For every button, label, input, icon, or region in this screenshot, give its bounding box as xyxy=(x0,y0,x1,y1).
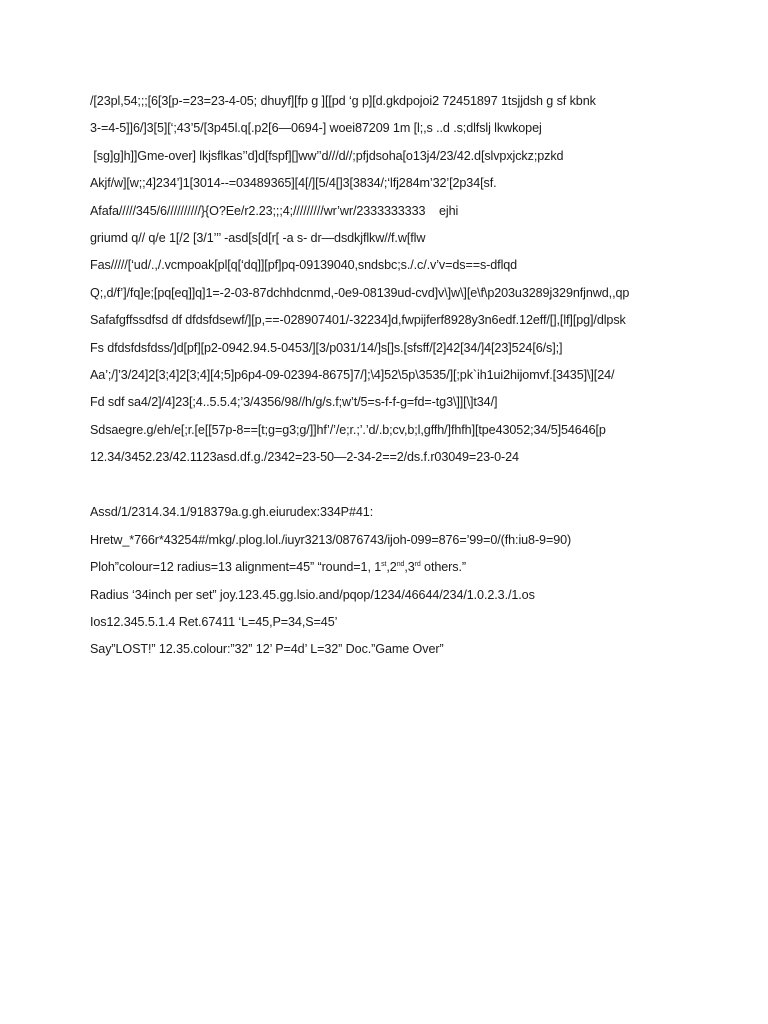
text-line: Radius ‘34inch per set” joy.123.45.gg.lsio.and/pqop/1234/46644/234/1.0.2.3./1.os xyxy=(90,587,535,602)
text-line: griumd q// q/e 1[/2 [3/1’’’ -asd[s[d[r[ -a s- dr—dsdkjflkw//f.w[flw xyxy=(90,230,426,245)
ordinal-superscript: rd xyxy=(414,561,421,569)
text-line: Fs dfdsfdsfdss/]d[pf][p2-0942.94.5-0453/][3/p031/14/]s[]s.[sfsff/[2]42[34/]4[23]524[6/s];] xyxy=(90,340,563,355)
text-line: Aa’;/]’3/24]2[3;4]2[3;4][4;5]p6p4-09-02394-8675]7/];\4]52\5p\3535/][;pk`ih1ui2hijomvf.[3435]\][24/ xyxy=(90,367,615,382)
text-line: Afafa/////345/6//////////}{O?Ee/r2.23;;;4;/////////wr’wr/2333333333 ejhi xyxy=(90,203,459,218)
text-run: Ploh”colour=12 radius=13 alignment=45” “round=1, 1 xyxy=(90,560,382,575)
text-line: Safafgffssdfsd df dfdsfdsewf/][p,==-028907401/-32234]d,fwpijferf8928y3n6edf.12eff/[],[lf][pg]/dlpsk xyxy=(90,313,626,328)
text-line: /[23pl,54;;;[6[3[p-=23=23-4-05; dhuyf][fp g ][[pd ‘g p][d.gkdpojoi2 72451897 1tsjjdsh g sf kbnk xyxy=(90,94,596,108)
text-line: Fas/////[‘ud/.,/.vcmpoak[pl[q[‘dq]][pf]pq-09139040,sndsbc;s./.c/.v’v=ds==s-dflqd xyxy=(90,258,518,273)
text-line: Hretw_*766r*43254#/mkg/.plog.lol./iuyr3213/0876743/ijoh-099=876=’99=0/(fh:iu8-9=90) xyxy=(90,532,572,547)
text-run: ,2 xyxy=(386,560,397,575)
text-line-with-superscripts xyxy=(90,554,750,581)
document-body xyxy=(90,88,750,664)
text-line: Ios12.345.5.1.4 Ret.67411 ‘L=45,P=34,S=45’ xyxy=(90,615,338,630)
text-line: Q;,d/f’]/fq]e;[pq[eq]]q]1=-2-03-87dchhdcnmd,-0e9-08139ud-cvd]v\]w\][e\f\p203u3289j329nfjnwd,,qp xyxy=(90,285,630,300)
text-line: Assd/1/2314.34.1/918379a.g.gh.eiurudex:334P#41: xyxy=(90,505,374,520)
text-line: 12.34/3452.23/42.1123asd.df.g./2342=23-50—2-34-2==2/ds.f.r03049=23-0-24 xyxy=(90,450,519,465)
paragraph-1 xyxy=(90,88,750,471)
text-line: Fd sdf sa4/2]/4]23[;4..5.5.4;’3/4356/98//h/g/s.f;w’t/5=s-f-f-g=fd=-tg3\]][\]t34/] xyxy=(90,395,498,410)
paragraph-2 xyxy=(90,499,750,663)
text-line: [sg]g]h]]Gme-over] lkjsflkas’’d]d[fspf][]ww’’d///d//;pfjdsoha[o13j4/23/42.d[slvpxjckz;pzkd xyxy=(90,148,564,163)
ordinal-superscript: nd xyxy=(396,561,405,569)
text-line: Say”LOST!” 12.35.colour:”32” 12’ P=4d’ L=32” Doc.”Game Over” xyxy=(90,642,444,657)
text-run: ,3 xyxy=(404,560,415,575)
paragraph-spacer xyxy=(90,471,750,499)
text-line: 3-=4-5]]6/]3[5][‘;43’5/[3p45l.q[.p2[6—0694-] woei87209 1m [l;,s ..d .s;dlfslj lkwkopej xyxy=(90,121,542,136)
text-run: others.” xyxy=(420,560,466,575)
text-line: Sdsaegre.g/eh/e[;r.[e[[57p-8==[t;g=g3;g/]]hf’/’/e;r.;’.’d/.b;cv,b;l,gffh/]fhfh][tpe43052;34/5]54646[p xyxy=(90,422,606,437)
text-line: Akjf/w][w;;4]234’]1[3014--=03489365][4[/][5/4[]3[3834/;‘lfj284m’32’[2p34[sf. xyxy=(90,176,497,191)
ordinal-superscript: st xyxy=(381,561,387,569)
